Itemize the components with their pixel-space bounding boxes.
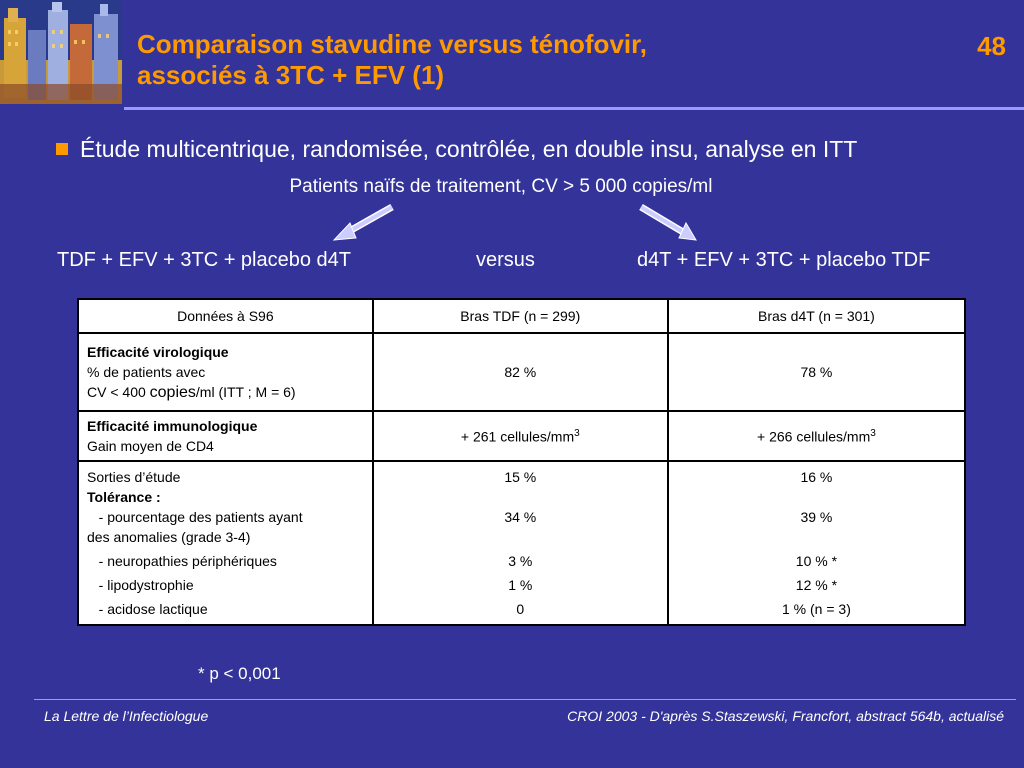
acidose-tdf: 0 bbox=[516, 601, 525, 617]
right-arrow-icon bbox=[641, 207, 696, 240]
virologique-label: Efficacité virologique bbox=[87, 344, 229, 360]
immunologique-label-cell bbox=[78, 411, 373, 461]
results-table bbox=[77, 298, 966, 626]
left-arrow-icon bbox=[334, 207, 392, 240]
acidose-label: - acidose lactique bbox=[87, 601, 208, 617]
virologique-label-cell bbox=[78, 333, 373, 411]
footer-divider bbox=[34, 699, 1016, 700]
table-header-row bbox=[78, 299, 965, 333]
header-donnees: Données à S96 bbox=[78, 299, 373, 333]
neuro-d4t: 10 % * bbox=[795, 553, 838, 569]
virologique-tdf: 82 % bbox=[373, 333, 668, 411]
tolerance-tdf-cell bbox=[373, 461, 668, 625]
sorties-label: Sorties d’étude bbox=[87, 469, 181, 485]
tolerance-d4t-cell bbox=[668, 461, 965, 625]
anomalies-d4t: 39 % bbox=[800, 509, 833, 525]
table-row-virologique bbox=[78, 333, 965, 411]
acidose-d4t: 1 % (n = 3) bbox=[781, 601, 851, 617]
table-row-immunologique bbox=[78, 411, 965, 461]
sorties-tdf: 15 % bbox=[504, 469, 537, 485]
anomalies-label-2: des anomalies (grade 3-4) bbox=[87, 529, 251, 545]
lipo-d4t: 12 % * bbox=[795, 577, 838, 593]
footnote: * p < 0,001 bbox=[198, 664, 281, 683]
footer-source: La Lettre de l’Infectiologue bbox=[44, 708, 209, 724]
versus-label: versus bbox=[476, 249, 535, 271]
anomalies-label-1: - pourcentage des patients ayant bbox=[87, 509, 303, 525]
neuro-tdf: 3 % bbox=[508, 553, 533, 569]
lipo-tdf: 1 % bbox=[508, 577, 533, 593]
table-row-tolerance bbox=[78, 461, 965, 625]
immunologique-sub: Gain moyen de CD4 bbox=[87, 438, 214, 454]
footer-reference: CROI 2003 - D'après S.Staszewski, Francfort, abstract 564b, actualisé bbox=[567, 708, 1004, 724]
immunologique-label: Efficacité immunologique bbox=[87, 418, 258, 434]
title-line-1: Comparaison stavudine versus ténofovir, bbox=[137, 29, 648, 59]
virologique-sub1: % de patients avec bbox=[87, 364, 206, 380]
header-bras-tdf: Bras TDF (n = 299) bbox=[373, 299, 668, 333]
header-bras-d4t: Bras d4T (n = 301) bbox=[668, 299, 965, 333]
patients-description: Patients naïfs de traitement, CV > 5 000 copies/ml bbox=[289, 176, 713, 197]
neuro-label: - neuropathies périphériques bbox=[87, 553, 277, 569]
tolerance-label: Tolérance : bbox=[87, 489, 161, 505]
lipo-label: - lipodystrophie bbox=[87, 577, 194, 593]
tolerance-label-cell bbox=[78, 461, 373, 625]
anomalies-tdf: 34 % bbox=[504, 509, 537, 525]
title-line-2: associés à 3TC + EFV (1) bbox=[137, 60, 445, 90]
page-number: 48 bbox=[977, 31, 1006, 61]
virologique-sub2: CV < 400 copies/ml (ITT ; M = 6) bbox=[87, 384, 296, 401]
bullet-text: Étude multicentrique, randomisée, contrôlée, en double insu, analyse en ITT bbox=[80, 136, 858, 162]
sorties-d4t: 16 % bbox=[800, 469, 833, 485]
immunologique-tdf: + 261 cellules/$mm^3$ bbox=[373, 411, 668, 461]
arm-tdf-label: TDF + EFV + 3TC + placebo d4T bbox=[57, 249, 352, 271]
immunologique-d4t: + 266 cellules/$mm^3$ bbox=[668, 411, 965, 461]
arm-d4t-label: d4T + EFV + 3TC + placebo TDF bbox=[637, 249, 931, 271]
virologique-d4t: 78 % bbox=[668, 333, 965, 411]
